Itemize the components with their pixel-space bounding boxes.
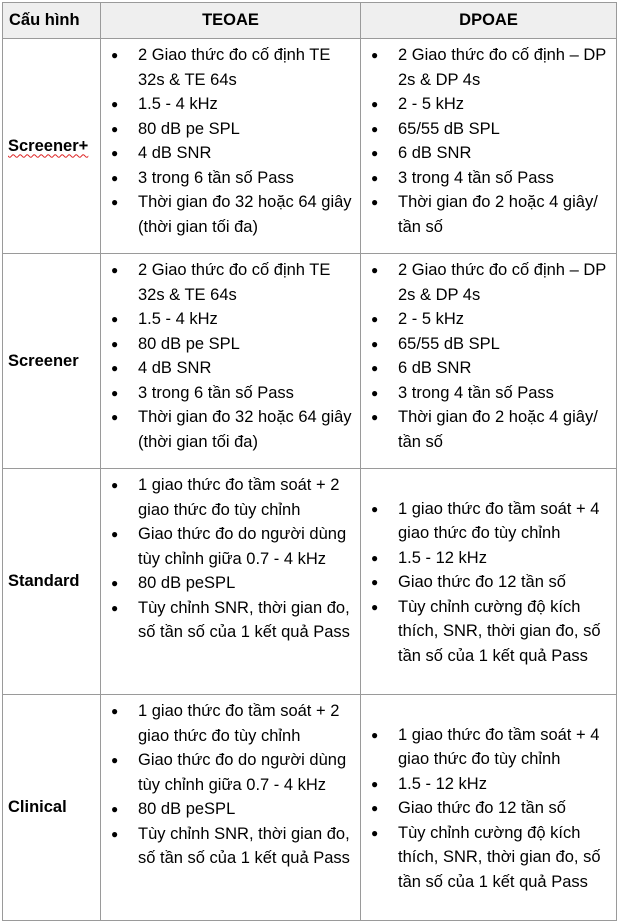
teoae-list: [101, 473, 356, 645]
list-item: ● Giao thức đo do người dùng tùy chỉnh giữa 0.7 - 4 kHz: [101, 748, 356, 797]
list-item: ● 1 giao thức đo tầm soát + 2 giao thức đo tùy chỉnh: [101, 473, 356, 522]
dpoae-cell: [361, 695, 617, 921]
row-label-cell: [3, 254, 101, 469]
list-item: ● 4 dB SNR: [101, 356, 356, 381]
list-item: ● Tùy chỉnh SNR, thời gian đo, số tần số của 1 kết quả Pass: [101, 822, 356, 871]
teoae-cell: [101, 469, 361, 695]
list-item: ● Tùy chỉnh cường độ kích thích, SNR, thời gian đo, số tần số của 1 kết quả Pass: [361, 821, 612, 895]
list-item: ● 1.5 - 4 kHz: [101, 307, 356, 332]
dpoae-list: [361, 723, 612, 895]
list-item: ● 2 Giao thức đo cố định – DP 2s & DP 4s: [361, 258, 612, 307]
list-item: ● 3 trong 4 tần số Pass: [361, 381, 612, 406]
list-item: ● 6 dB SNR: [361, 141, 612, 166]
list-item: ● 2 Giao thức đo cố định TE 32s & TE 64s: [101, 43, 356, 92]
row-label-cell: [3, 39, 101, 254]
list-item: ● 1 giao thức đo tầm soát + 2 giao thức đo tùy chỉnh: [101, 699, 356, 748]
list-item: ● 1 giao thức đo tầm soát + 4 giao thức đo tùy chỉnh: [361, 497, 612, 546]
row-label: Standard: [8, 572, 80, 590]
row-label: Screener: [8, 351, 79, 370]
teoae-list: [101, 699, 356, 871]
teoae-list: [101, 43, 356, 239]
list-item: ● 80 dB pe SPL: [101, 117, 356, 142]
list-item: ● Giao thức đo 12 tần số: [361, 796, 612, 821]
list-item: ● 6 dB SNR: [361, 356, 612, 381]
header-config: Cấu hình: [3, 3, 101, 39]
list-item: ● 3 trong 6 tần số Pass: [101, 381, 356, 406]
list-item: ● 65/55 dB SPL: [361, 117, 612, 142]
dpoae-list: [361, 497, 612, 669]
list-item: ● Thời gian đo 2 hoặc 4 giây/ tần số: [361, 405, 612, 454]
table-row: [3, 695, 617, 921]
list-item: ● 1.5 - 12 kHz: [361, 772, 612, 797]
list-item: ● 2 - 5 kHz: [361, 92, 612, 117]
row-label: Screener+: [8, 136, 89, 155]
list-item: ● Thời gian đo 32 hoặc 64 giây (thời gian tối đa): [101, 405, 356, 454]
teoae-cell: [101, 695, 361, 921]
header-row: [3, 3, 617, 39]
list-item: ● 3 trong 4 tần số Pass: [361, 166, 612, 191]
header-teoae: TEOAE: [101, 3, 361, 39]
table-row: [3, 254, 617, 469]
dpoae-list: [361, 258, 612, 454]
teoae-cell: [101, 254, 361, 469]
dpoae-cell: [361, 254, 617, 469]
list-item: ● Thời gian đo 2 hoặc 4 giây/ tần số: [361, 190, 612, 239]
list-item: ● 1.5 - 12 kHz: [361, 546, 612, 571]
dpoae-cell: [361, 469, 617, 695]
list-item: ● 2 - 5 kHz: [361, 307, 612, 332]
dpoae-cell: [361, 39, 617, 254]
list-item: ● Tùy chỉnh SNR, thời gian đo, số tần số của 1 kết quả Pass: [101, 596, 356, 645]
list-item: ● 2 Giao thức đo cố định – DP 2s & DP 4s: [361, 43, 612, 92]
header-dpoae: DPOAE: [361, 3, 617, 39]
list-item: ● Giao thức đo do người dùng tùy chỉnh giữa 0.7 - 4 kHz: [101, 522, 356, 571]
list-item: ● 80 dB peSPL: [101, 797, 356, 822]
table-row: [3, 39, 617, 254]
comparison-table: [2, 2, 617, 921]
list-item: ● 2 Giao thức đo cố định TE 32s & TE 64s: [101, 258, 356, 307]
teoae-list: [101, 258, 356, 454]
row-label-cell: [3, 469, 101, 695]
list-item: ● 4 dB SNR: [101, 141, 356, 166]
list-item: ● Tùy chỉnh cường độ kích thích, SNR, thời gian đo, số tần số của 1 kết quả Pass: [361, 595, 612, 669]
teoae-cell: [101, 39, 361, 254]
dpoae-list: [361, 43, 612, 239]
list-item: ● 1.5 - 4 kHz: [101, 92, 356, 117]
list-item: ● Thời gian đo 32 hoặc 64 giây (thời gian tối đa): [101, 190, 356, 239]
list-item: ● Giao thức đo 12 tần số: [361, 570, 612, 595]
list-item: ● 65/55 dB SPL: [361, 332, 612, 357]
row-label: Clinical: [8, 798, 67, 816]
list-item: ● 3 trong 6 tần số Pass: [101, 166, 356, 191]
list-item: ● 80 dB pe SPL: [101, 332, 356, 357]
list-item: ● 80 dB peSPL: [101, 571, 356, 596]
table-row: [3, 469, 617, 695]
list-item: ● 1 giao thức đo tầm soát + 4 giao thức đo tùy chỉnh: [361, 723, 612, 772]
row-label-cell: [3, 695, 101, 921]
